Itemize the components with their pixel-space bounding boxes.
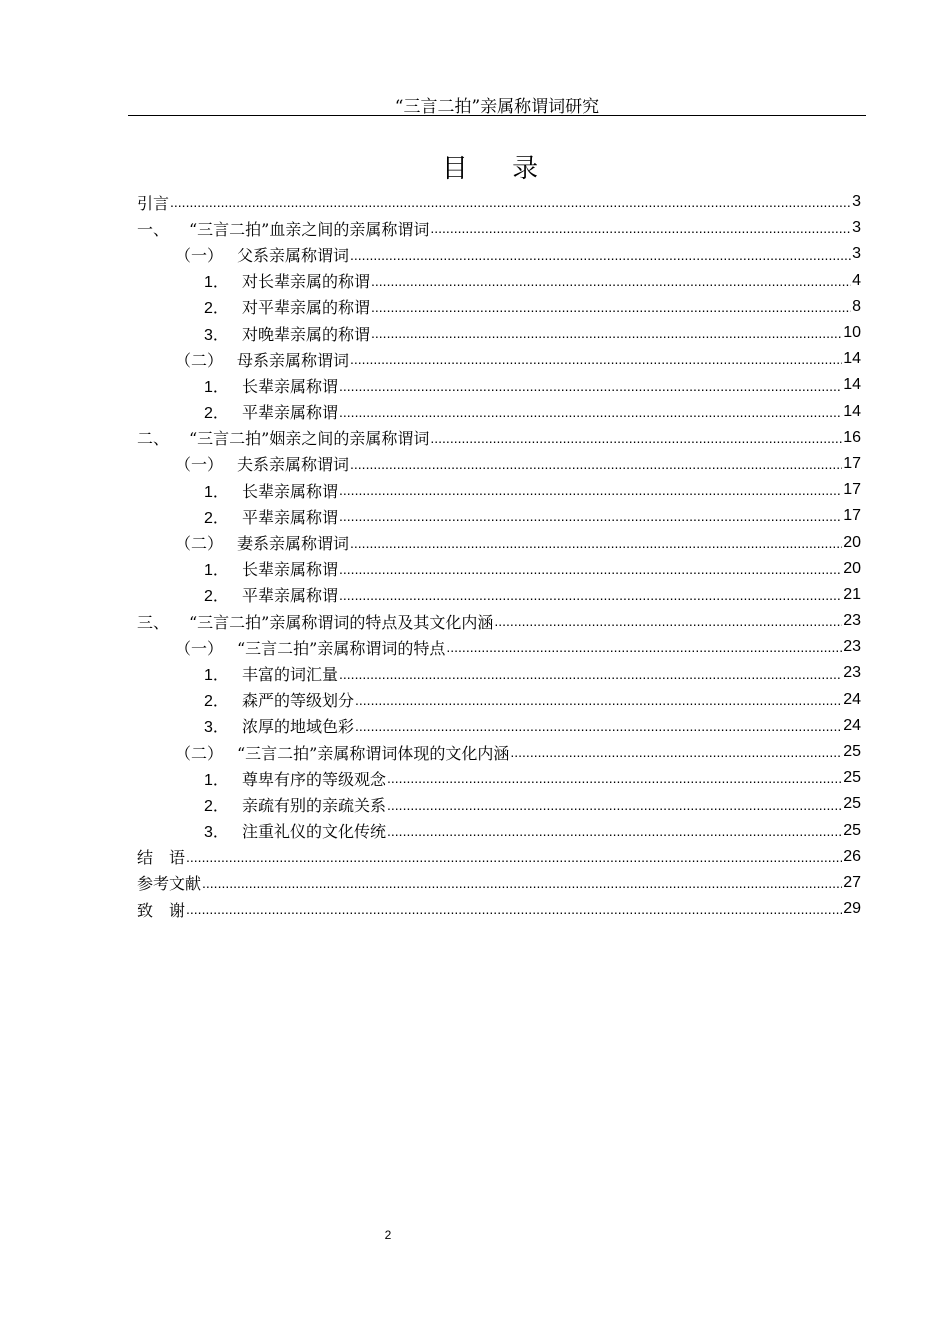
toc-entry-page: 24 (843, 690, 861, 708)
toc-entry-page: 14 (843, 376, 861, 394)
toc-dot-leader (186, 901, 842, 922)
toc-entry-number: 1． (204, 378, 229, 396)
toc-entry-number: （二） (175, 745, 224, 763)
toc-entry-number: 1． (204, 562, 229, 580)
toc-dot-leader (339, 508, 842, 529)
toc-entry-title: 平辈亲属称谓 (242, 507, 339, 527)
toc-entry-number: （二） (175, 536, 224, 554)
toc-entry-number: （二） (175, 352, 224, 370)
toc-entry-number: 二、 (137, 431, 170, 449)
toc-entry-title: 致 谢 (137, 900, 186, 920)
toc-dot-leader (371, 299, 851, 320)
toc-entry-page: 17 (843, 454, 861, 472)
toc-dot-leader (350, 247, 851, 268)
toc-entry-page: 25 (843, 769, 861, 787)
toc-entry-page: 25 (843, 795, 861, 813)
toc-entry-page: 25 (843, 743, 861, 761)
toc-entry-page: 20 (843, 533, 861, 551)
page-number: 2 (384, 1228, 392, 1242)
toc-entry-number: 1． (204, 274, 229, 292)
toc-entry[interactable] (137, 791, 861, 817)
toc-entry-title: 父系亲属称谓词 (237, 245, 350, 265)
toc-entry-title: 注重礼仪的文化传统 (242, 822, 387, 842)
toc-entry[interactable] (137, 346, 861, 372)
toc-dot-leader (371, 325, 842, 346)
toc-entry-page: 17 (843, 507, 861, 525)
toc-entry-title: 平辈亲属称谓 (242, 403, 339, 423)
toc-dot-leader (350, 535, 842, 556)
toc-entry-title: 长辈亲属称谓 (242, 560, 339, 580)
toc-dot-leader (339, 666, 842, 687)
toc-entry-title: “三言二拍”亲属称谓词体现的文化内涵 (237, 743, 510, 763)
header-rule (128, 115, 866, 116)
toc-entry-title: 对平辈亲属的称谓 (242, 298, 371, 318)
toc-entry-page: 16 (843, 428, 861, 446)
toc-entry[interactable] (137, 294, 861, 320)
toc-entry-title: 尊卑有序的等级观念 (242, 769, 387, 789)
toc-entry-page: 3 (852, 193, 861, 211)
toc-entry[interactable] (137, 556, 861, 582)
toc-entry[interactable] (137, 765, 861, 791)
toc-entry-number: （一） (175, 457, 224, 475)
toc-entry-number: 2． (204, 797, 229, 815)
toc-entry-title: 浓厚的地域色彩 (242, 717, 355, 737)
toc-entry[interactable] (137, 529, 861, 555)
toc-dot-leader (387, 823, 842, 844)
toc-entry-number: 三、 (137, 614, 170, 632)
toc-dot-leader (350, 456, 842, 477)
toc-entry-page: 26 (843, 847, 861, 865)
toc-dot-leader (355, 718, 842, 739)
toc-entry-page: 21 (843, 585, 861, 603)
toc-dot-leader (350, 351, 842, 372)
toc-title: 目 录 (441, 154, 557, 184)
toc-entry-title: 对晚辈亲属的称谓 (242, 324, 371, 344)
toc-entry-title: 平辈亲属称谓 (242, 586, 339, 606)
toc-entry-number: 1． (204, 666, 229, 684)
toc-entry[interactable] (137, 425, 861, 451)
toc-entry-page: 8 (852, 297, 861, 315)
toc-entry[interactable] (137, 660, 861, 686)
toc-dot-leader (430, 220, 851, 241)
running-header: “三言二拍”亲属称谓词研究 (394, 97, 600, 117)
toc-entry[interactable] (137, 503, 861, 529)
toc-entry-title: 丰富的词汇量 (242, 664, 339, 684)
toc-entry-page: 17 (843, 481, 861, 499)
toc-entry-number: 2． (204, 300, 229, 318)
toc-entry[interactable] (137, 896, 861, 922)
toc-dot-leader (430, 430, 842, 451)
toc-dot-leader (494, 613, 842, 634)
toc-entry-title: “三言二拍”姻亲之间的亲属称谓词 (189, 429, 430, 449)
toc-entry-number: 1． (204, 771, 229, 789)
toc-entry-number: 2． (204, 405, 229, 423)
toc-entry-number: 3． (204, 719, 229, 737)
toc-dot-leader (510, 744, 842, 765)
toc-dot-leader (371, 273, 851, 294)
toc-entry-number: 2． (204, 588, 229, 606)
toc-entry[interactable] (137, 399, 861, 425)
toc-entry-title: 引言 (137, 193, 170, 213)
toc-entry-page: 25 (843, 821, 861, 839)
toc-entry-page: 10 (843, 324, 861, 342)
toc-entry-page: 23 (843, 638, 861, 656)
toc-entry[interactable] (137, 189, 861, 215)
toc-entry-number: （一） (175, 640, 224, 658)
toc-dot-leader (339, 378, 842, 399)
toc-entry-page: 3 (852, 245, 861, 263)
toc-entry-number: （一） (175, 247, 224, 265)
toc-entry-title: “三言二拍”亲属称谓词的特点及其文化内涵 (189, 612, 494, 632)
toc-entry-title: 参考文献 (137, 874, 202, 894)
toc-entry[interactable] (137, 320, 861, 346)
toc-entry-title: 夫系亲属称谓词 (237, 455, 350, 475)
toc-entry[interactable] (137, 477, 861, 503)
toc-entry-title: “三言二拍”血亲之间的亲属称谓词 (189, 219, 430, 239)
toc-entry-page: 29 (843, 900, 861, 918)
toc-entry[interactable] (137, 818, 861, 844)
toc-entry[interactable] (137, 870, 861, 896)
toc-entry-title: 妻系亲属称谓词 (237, 534, 350, 554)
toc-entry[interactable] (137, 739, 861, 765)
toc-entry-page: 20 (843, 559, 861, 577)
toc-entry-title: 对长辈亲属的称谓 (242, 272, 371, 292)
toc-entry[interactable] (137, 582, 861, 608)
toc-entry-number: 3． (204, 824, 229, 842)
toc-entry-page: 24 (843, 716, 861, 734)
toc-entry-page: 14 (843, 402, 861, 420)
toc-entry[interactable] (137, 844, 861, 870)
toc-dot-leader (355, 692, 842, 713)
toc-entry-number: 一、 (137, 221, 170, 239)
toc-entry-title: “三言二拍”亲属称谓词的特点 (237, 638, 446, 658)
toc-dot-leader (339, 587, 842, 608)
toc-entry-number: 2． (204, 693, 229, 711)
toc-dot-leader (339, 561, 842, 582)
toc-entry-page: 3 (852, 219, 861, 237)
toc-entry-number: 3． (204, 326, 229, 344)
toc-dot-leader (202, 875, 842, 896)
toc-entry-number: 1． (204, 483, 229, 501)
toc-entry-title: 母系亲属称谓词 (237, 350, 350, 370)
toc-entry-page: 23 (843, 664, 861, 682)
toc-entry-title: 长辈亲属称谓 (242, 481, 339, 501)
toc-entry-number: 2． (204, 509, 229, 527)
toc-entry-title: 森严的等级划分 (242, 691, 355, 711)
toc-entry-page: 4 (852, 271, 861, 289)
toc-dot-leader (339, 482, 842, 503)
toc-entry-page: 14 (843, 350, 861, 368)
toc-entry-page: 27 (843, 873, 861, 891)
toc-dot-leader (170, 194, 851, 215)
toc-entry-title: 亲疏有别的亲疏关系 (242, 795, 387, 815)
toc-entry[interactable] (137, 372, 861, 398)
toc-dot-leader (387, 797, 842, 818)
toc-entry-title: 结 语 (137, 848, 186, 868)
toc-entry[interactable] (137, 687, 861, 713)
toc-entry[interactable] (137, 451, 861, 477)
toc-entry[interactable] (137, 241, 861, 267)
table-of-contents (137, 189, 861, 922)
toc-entry[interactable] (137, 268, 861, 294)
toc-entry[interactable] (137, 215, 861, 241)
toc-dot-leader (186, 849, 842, 870)
toc-dot-leader (446, 639, 842, 660)
toc-entry[interactable] (137, 608, 861, 634)
toc-dot-leader (339, 404, 842, 425)
toc-dot-leader (387, 770, 842, 791)
toc-entry-page: 23 (843, 612, 861, 630)
toc-entry-title: 长辈亲属称谓 (242, 376, 339, 396)
toc-entry[interactable] (137, 713, 861, 739)
toc-entry[interactable] (137, 634, 861, 660)
